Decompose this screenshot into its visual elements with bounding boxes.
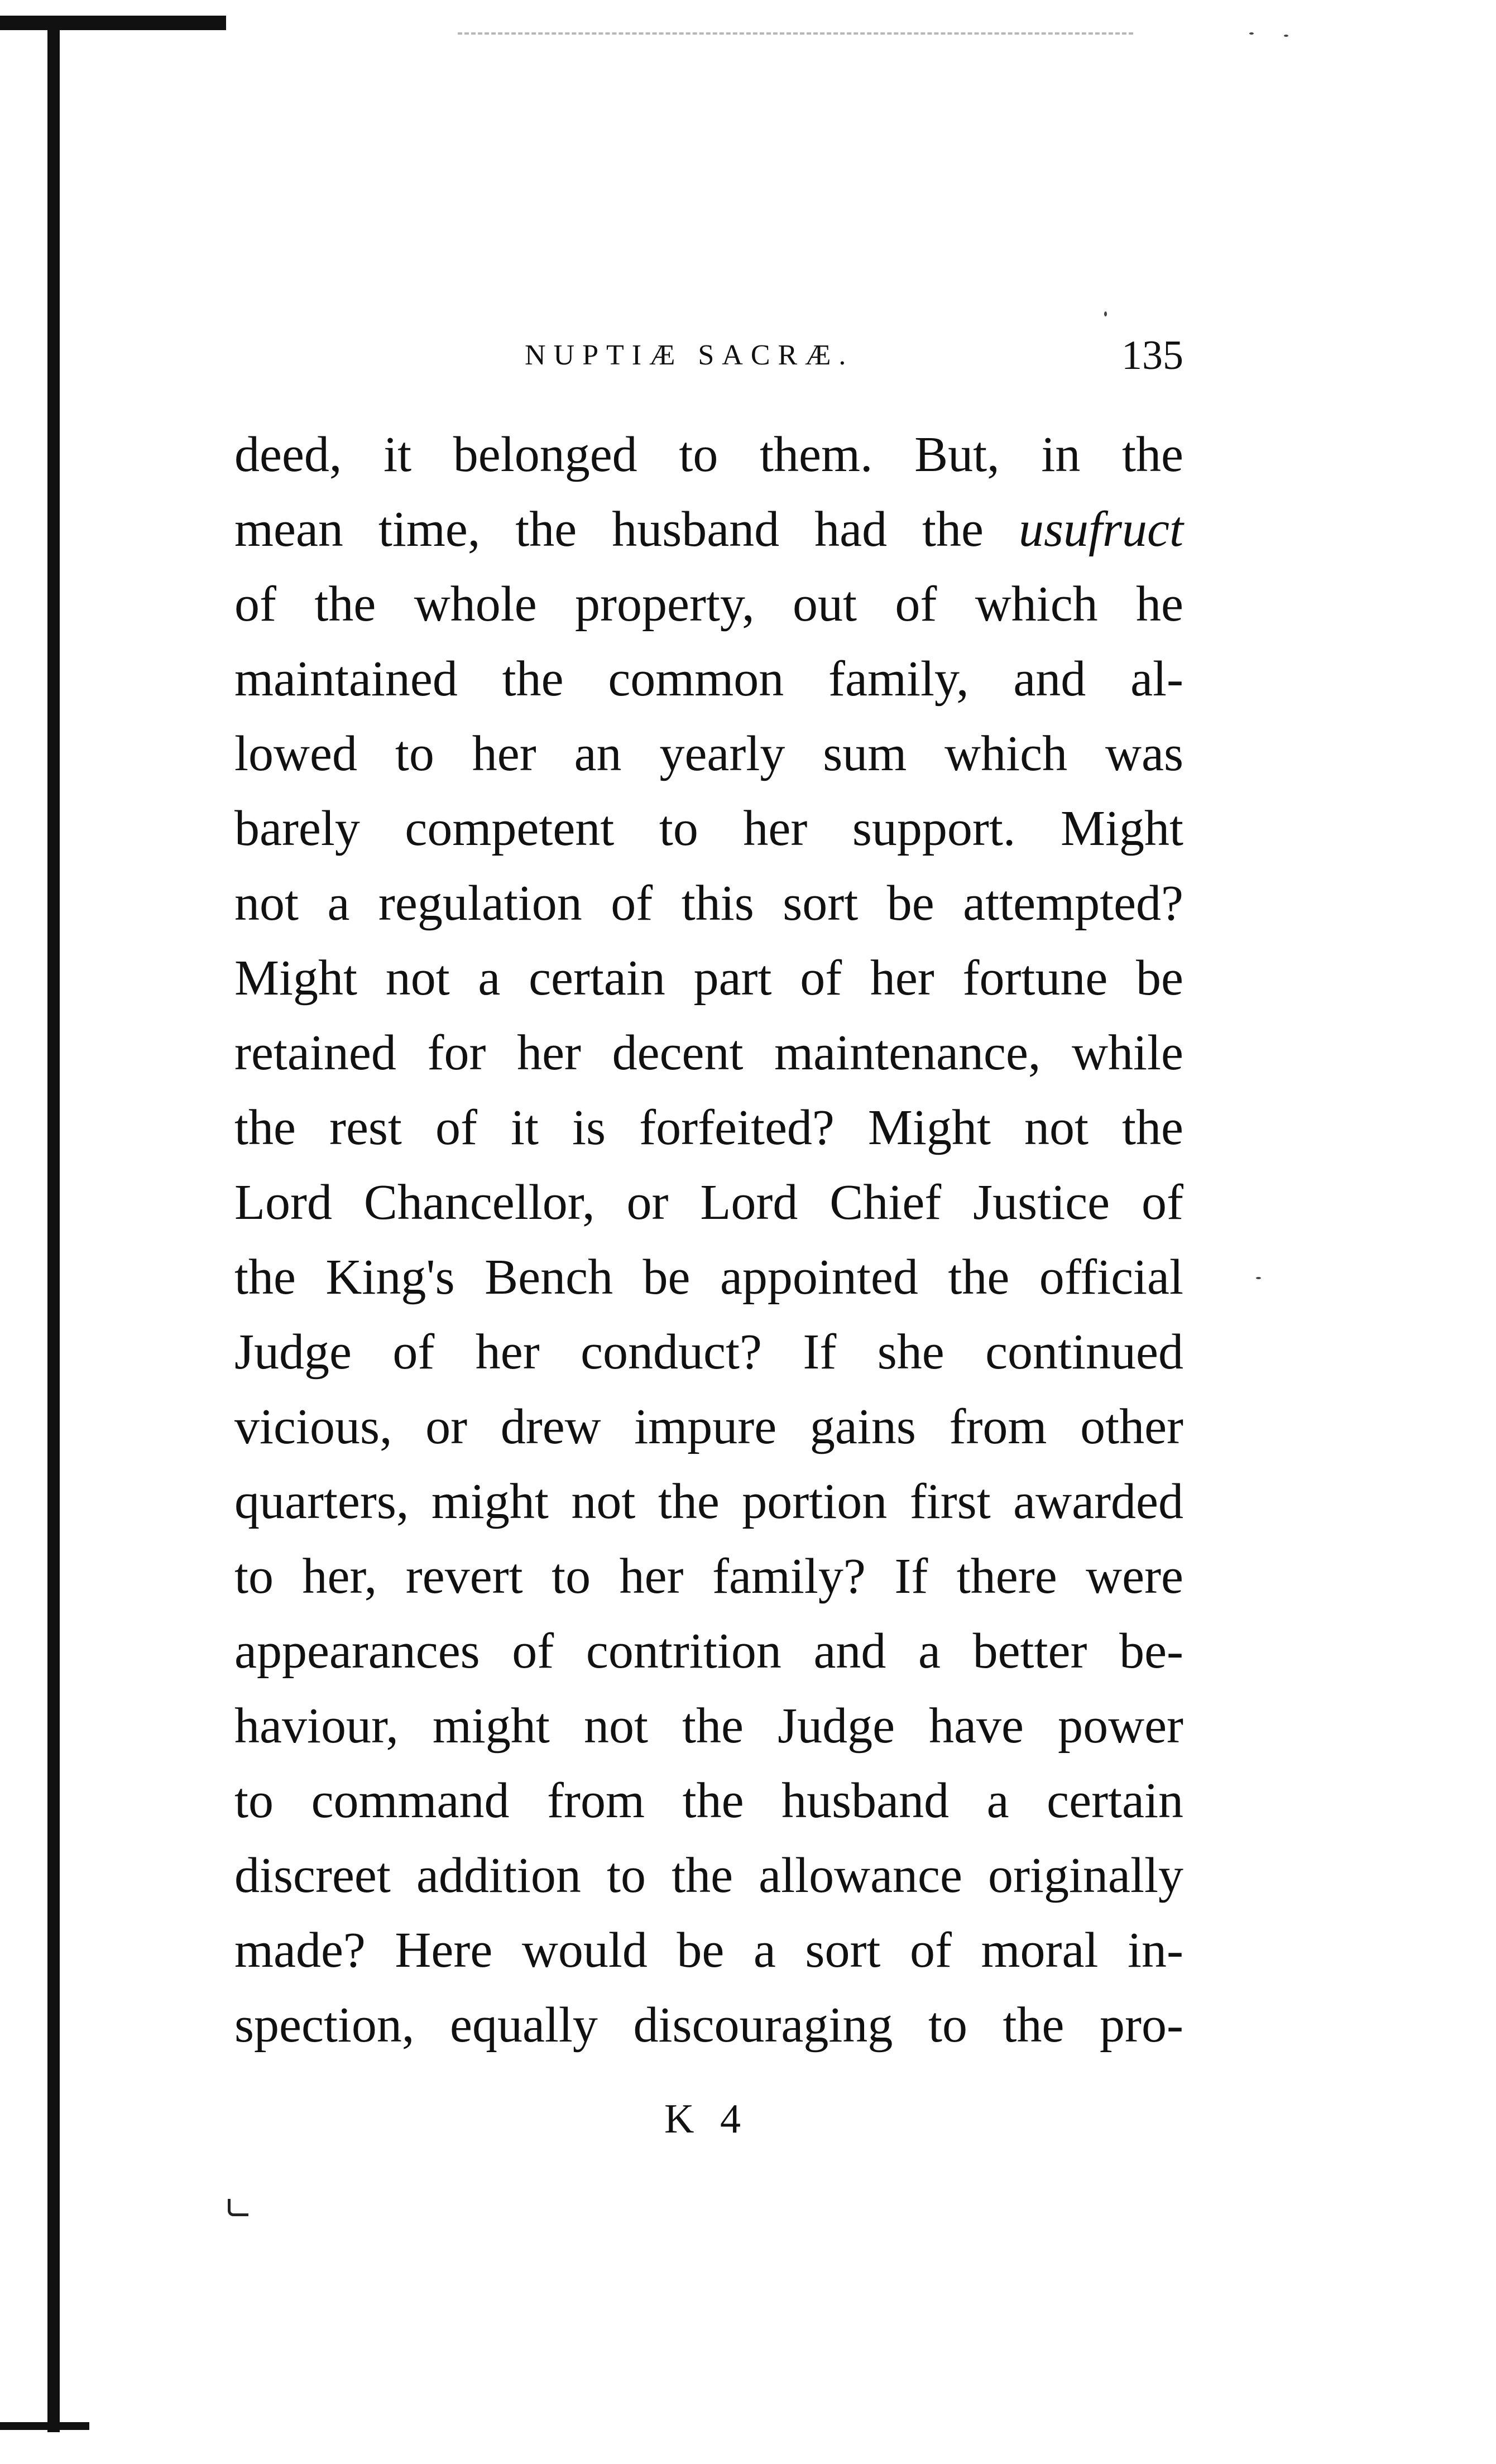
- binding-rule-bottom: [0, 2422, 89, 2430]
- signature-mark: K 4: [664, 2096, 749, 2142]
- text-line: [234, 492, 1183, 567]
- text-line: retained for her decent maintenance, while: [234, 1025, 1183, 1080]
- ink-speck: [1104, 311, 1107, 316]
- text-line: barely competent to her support. Might: [234, 801, 1183, 856]
- ink-speck: [1284, 35, 1288, 37]
- corner-tick-mark: [228, 2199, 248, 2216]
- ink-speck: [1249, 32, 1254, 35]
- text-line: appearances of contrition and a better be-: [234, 1624, 1183, 1679]
- text-line: vicious, or drew impure gains from other: [234, 1399, 1183, 1454]
- text-line: Might not a certain part of her fortune be: [234, 950, 1183, 1006]
- top-edge-marks: [458, 32, 1133, 35]
- text-line: Lord Chancellor, or Lord Chief Justice of: [234, 1175, 1183, 1230]
- running-title: NUPTIÆ SACRÆ.: [525, 339, 854, 371]
- text-line: of the whole property, out of which he: [234, 577, 1183, 632]
- italic-term-usufruct: usufruct: [1018, 502, 1183, 557]
- text-line: discreet addition to the allowance originally: [234, 1848, 1183, 1903]
- running-head: [240, 332, 1183, 382]
- binding-rule-top: [0, 16, 226, 30]
- text-line: to her, revert to her family? If there were: [234, 1549, 1183, 1604]
- text-line: spection, equally discouraging to the pro-: [234, 1997, 1183, 2053]
- text-line: not a regulation of this sort be attempted?: [234, 876, 1183, 931]
- text-line: the rest of it is forfeited? Might not the: [234, 1100, 1183, 1155]
- text-line: Judge of her conduct? If she continued: [234, 1324, 1183, 1380]
- text-line: to command from the husband a certain: [234, 1773, 1183, 1828]
- binding-rule-vertical: [47, 16, 60, 2432]
- text-line: quarters, might not the portion first awarded: [234, 1474, 1183, 1529]
- text-line: maintained the common family, and al-: [234, 651, 1183, 707]
- ink-speck: [1256, 1277, 1261, 1279]
- text-line: lowed to her an yearly sum which was: [234, 726, 1183, 781]
- page-number: 135: [1121, 333, 1183, 378]
- text-line: made? Here would be a sort of moral in-: [234, 1923, 1183, 1978]
- text-line-lead: mean time, the husband had the: [234, 502, 1019, 557]
- text-line: deed, it belonged to them. But, in the: [234, 427, 1183, 482]
- text-line: haviour, might not the Judge have power: [234, 1698, 1183, 1754]
- text-line: the King's Bench be appointed the official: [234, 1250, 1183, 1305]
- body-text: [234, 417, 1183, 2063]
